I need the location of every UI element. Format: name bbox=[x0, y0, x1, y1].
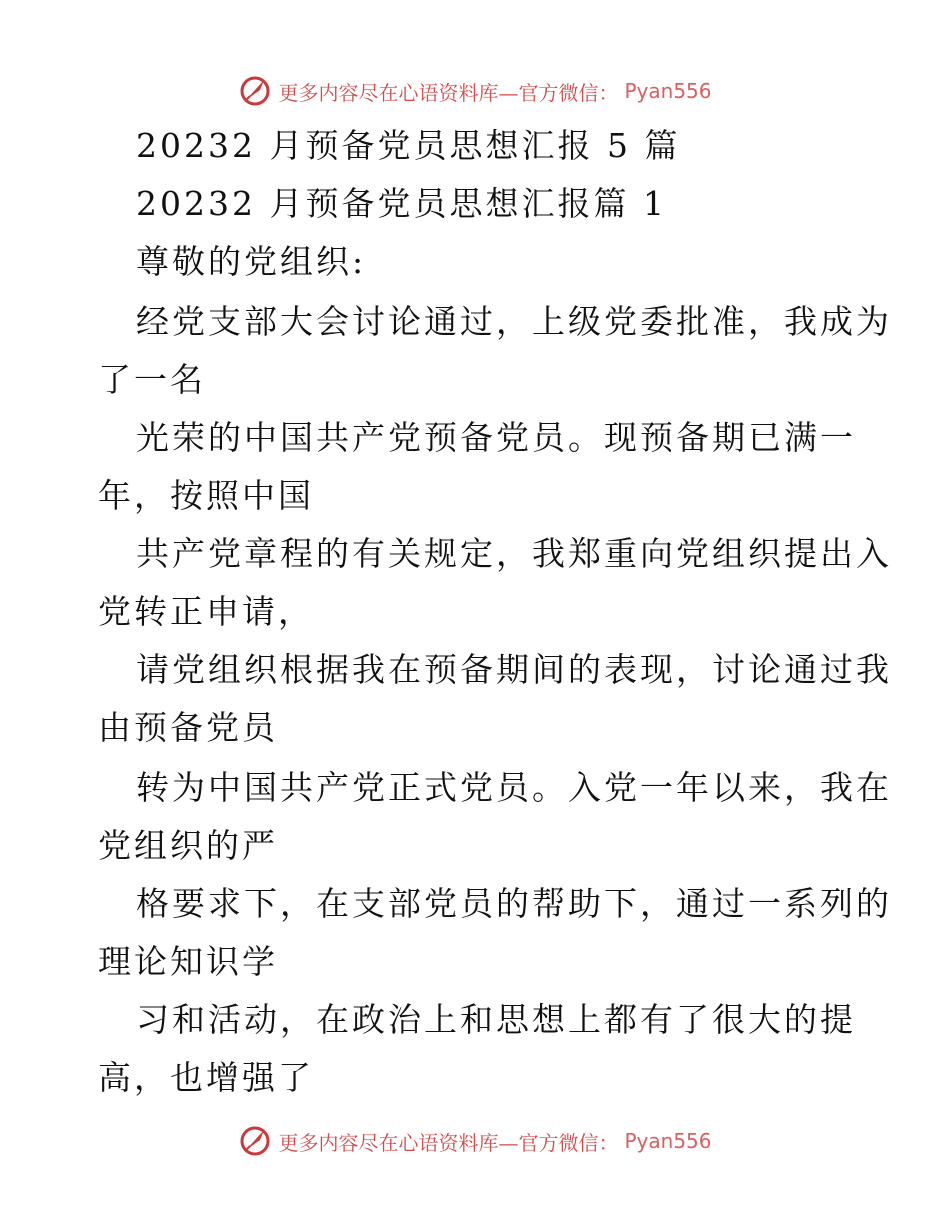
doc-subtitle: 20232 月预备党员思想汇报篇 1 bbox=[136, 184, 667, 223]
body-line: 了一名 bbox=[98, 360, 206, 399]
watermark-text: 更多内容尽在心语资料库—官方微信： bbox=[278, 80, 619, 105]
body-line: 高，也增强了 bbox=[98, 1058, 314, 1097]
footer-watermark bbox=[0, 1124, 950, 1158]
watermark-text: 更多内容尽在心语资料库—官方微信： bbox=[278, 1130, 619, 1155]
body-line: 理论知识学 bbox=[98, 942, 278, 981]
header-watermark bbox=[0, 74, 950, 108]
quill-logo-icon bbox=[238, 74, 272, 108]
watermark-id: Pyan556 bbox=[624, 1129, 712, 1153]
body-line: 经党支部大会讨论通过，上级党委批准，我成为 bbox=[136, 302, 892, 341]
quill-logo-icon bbox=[238, 1124, 272, 1158]
body-line: 转为中国共产党正式党员。入党一年以来，我在 bbox=[136, 768, 892, 807]
body-line: 共产党章程的有关规定，我郑重向党组织提出入 bbox=[136, 534, 892, 573]
body-line: 党组织的严 bbox=[98, 826, 278, 865]
body-line: 光荣的中国共产党预备党员。现预备期已满一 bbox=[136, 418, 856, 457]
body-line: 习和活动，在政治上和思想上都有了很大的提 bbox=[136, 1000, 856, 1039]
body-line: 请党组织根据我在预备期间的表现，讨论通过我 bbox=[136, 650, 892, 689]
body-line: 由预备党员 bbox=[98, 708, 278, 747]
body-line: 格要求下，在支部党员的帮助下，通过一系列的 bbox=[136, 884, 892, 923]
watermark-id: Pyan556 bbox=[624, 79, 712, 103]
salutation: 尊敬的党组织: bbox=[136, 242, 367, 281]
doc-title: 20232 月预备党员思想汇报 5 篇 bbox=[136, 126, 681, 165]
body-line: 年，按照中国 bbox=[98, 476, 314, 515]
body-line: 党转正申请， bbox=[98, 592, 314, 631]
